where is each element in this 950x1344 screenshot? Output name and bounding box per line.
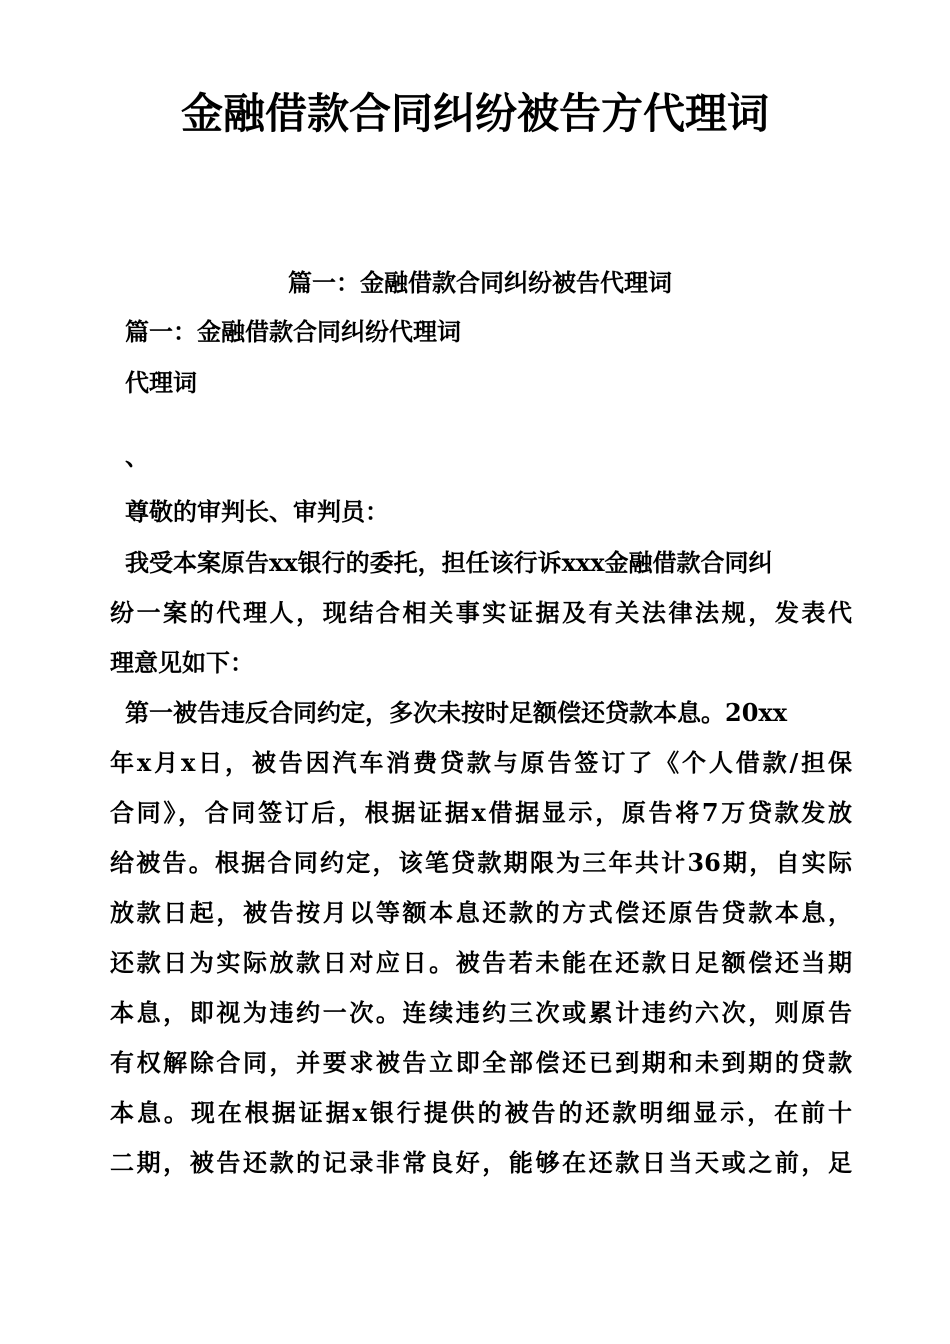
document-label: 代理词 bbox=[125, 368, 197, 397]
document-title: 金融借款合同纠纷被告方代理词 bbox=[180, 89, 769, 138]
paragraph-line: 有权解除合同，并要求被告立即全部偿还已到期和未到期的贷款 bbox=[110, 1048, 852, 1077]
paragraph-line: 放款日起，被告按月以等额本息还款的方式偿还原告贷款本息， bbox=[110, 898, 852, 927]
paragraph-line: 年x月x日，被告因汽车消费贷款与原告签订了《个人借款/担保 bbox=[110, 748, 852, 777]
sub-heading: 篇一：金融借款合同纠纷代理词 bbox=[125, 317, 461, 346]
paragraph-line: 给被告。根据合同约定，该笔贷款期限为三年共计36期，自实际 bbox=[110, 848, 852, 877]
paragraph-line: 二期，被告还款的记录非常良好，能够在还款日当天或之前，足 bbox=[110, 1148, 852, 1177]
paragraph-line: 理意见如下： bbox=[110, 648, 254, 677]
paragraph-line: 本息。现在根据证据x银行提供的被告的还款明细显示，在前十 bbox=[110, 1098, 852, 1127]
paragraph-line: 还款日为实际放款日对应日。被告若未能在还款日足额偿还当期 bbox=[110, 948, 852, 977]
paragraph-line: 合同》，合同签订后，根据证据x借据显示，原告将7万贷款发放 bbox=[110, 798, 852, 827]
paragraph-line: 本息，即视为违约一次。连续违约三次或累计违约六次，则原告 bbox=[110, 998, 852, 1027]
paragraph-line: 我受本案原告xx银行的委托，担任该行诉xxx金融借款合同纠 bbox=[125, 548, 773, 577]
section-heading: 篇一：金融借款合同纠纷被告代理词 bbox=[288, 268, 672, 297]
enumeration-mark: 、 bbox=[125, 442, 149, 471]
paragraph-line: 第一被告违反合同约定，多次未按时足额偿还贷款本息。20xx bbox=[125, 698, 788, 727]
salutation: 尊敬的审判长、审判员： bbox=[125, 497, 389, 526]
paragraph-line: 纷一案的代理人，现结合相关事实证据及有关法律法规，发表代 bbox=[110, 598, 852, 627]
